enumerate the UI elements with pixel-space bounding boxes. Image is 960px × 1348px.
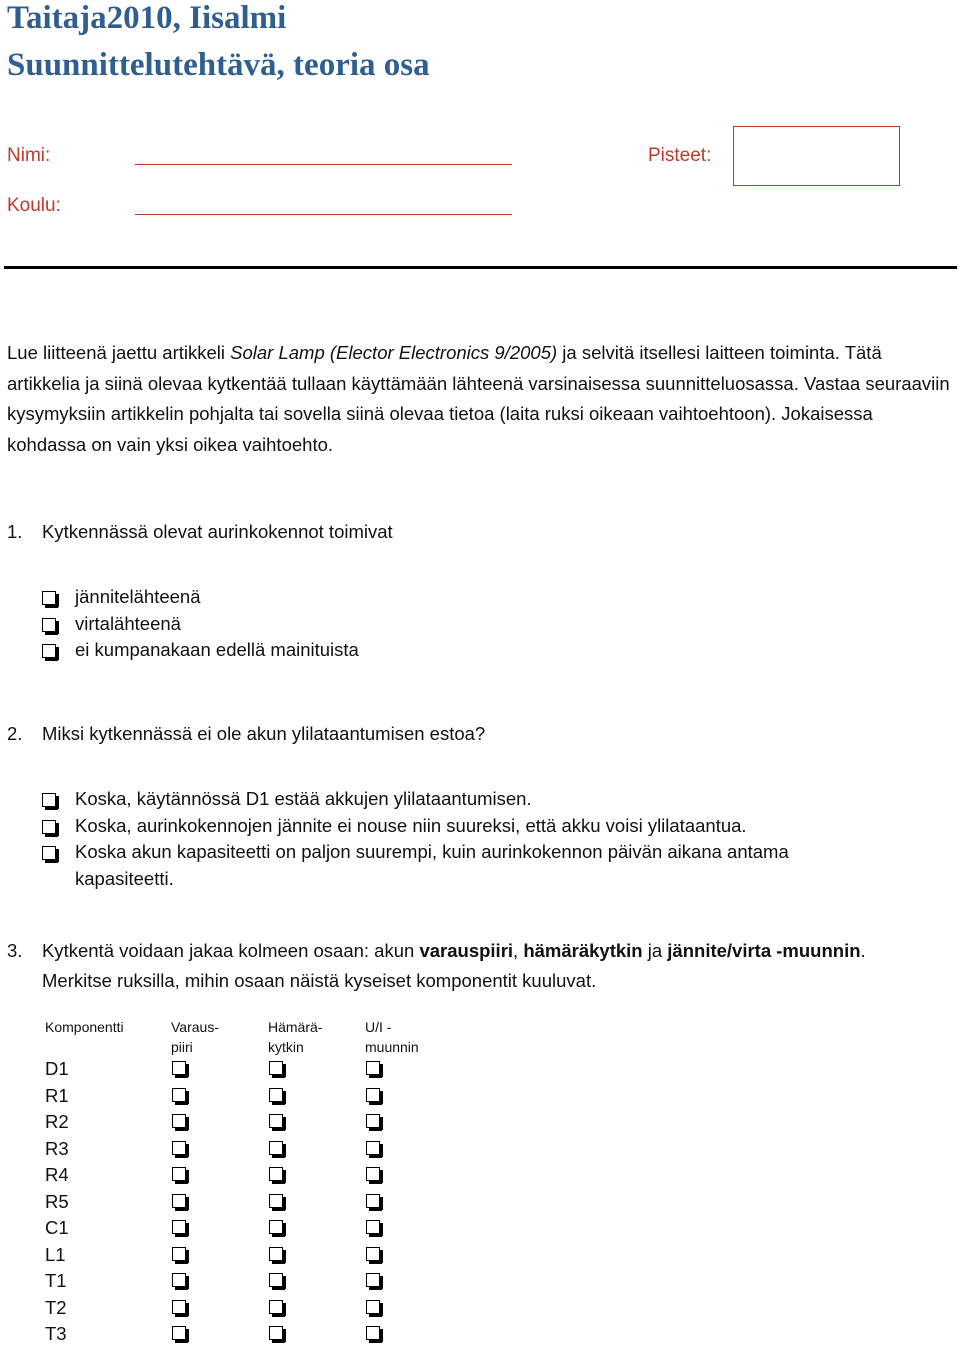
name-field[interactable] (135, 164, 512, 165)
table-row (45, 1162, 445, 1189)
component-label: R3 (45, 1137, 69, 1159)
dusk-switch-checkbox[interactable] (269, 1114, 283, 1128)
charging-checkbox[interactable] (172, 1088, 186, 1102)
table-row (45, 1189, 445, 1216)
school-label: Koulu: (7, 195, 61, 216)
checkbox[interactable] (42, 591, 56, 605)
component-label: R2 (45, 1111, 69, 1132)
dusk-switch-checkbox[interactable] (269, 1088, 283, 1102)
option-row[interactable]: Koska, käytännössä D1 estää akkujen ylilataantumisen. (42, 786, 902, 813)
question-2-options (42, 786, 902, 892)
dusk-switch-checkbox[interactable] (269, 1247, 283, 1261)
score-box[interactable] (733, 126, 900, 186)
article-reference: Solar Lamp (Elector Electronics 9/2005) (230, 342, 558, 363)
component-label: R4 (45, 1164, 69, 1185)
option-row[interactable]: jännitelähteenä (42, 584, 359, 611)
option-row[interactable]: Koska, aurinkokennojen jännite ei nouse niin suureksi, että akku voisi ylilataantua. (42, 813, 902, 840)
component-label: D1 (45, 1058, 69, 1079)
checkbox[interactable] (42, 618, 56, 632)
component-label: C1 (45, 1217, 69, 1238)
charging-checkbox[interactable] (172, 1220, 186, 1234)
question-3: 3. Kytkentä voidaan jakaa kolmeen osaan: akun varauspiiri, hämäräkytkin ja jännite/virta -muunnin. (7, 940, 866, 961)
dusk-switch-checkbox[interactable] (269, 1300, 283, 1314)
converter-checkbox[interactable] (366, 1061, 380, 1075)
dusk-switch-checkbox[interactable] (269, 1194, 283, 1208)
page-title: Taitaja2010, Iisalmi (7, 0, 287, 36)
converter-checkbox[interactable] (366, 1326, 380, 1340)
charging-checkbox[interactable] (172, 1061, 186, 1075)
table-header-converter: U/I - muunnin (365, 1019, 419, 1055)
option-row[interactable]: virtalähteenä (42, 611, 359, 638)
table-row (45, 1083, 445, 1110)
table-row (45, 1136, 445, 1163)
option-row[interactable]: Koska akun kapasiteetti on paljon suurempi, kuin aurinkokennon päivän aikana antama kapasiteetti. (42, 839, 902, 892)
charging-checkbox[interactable] (172, 1194, 186, 1208)
score-label: Pisteet: (648, 145, 712, 166)
checkbox[interactable] (42, 820, 56, 834)
charging-checkbox[interactable] (172, 1167, 186, 1181)
checkbox[interactable] (42, 644, 56, 658)
checkbox[interactable] (42, 846, 56, 860)
converter-checkbox[interactable] (366, 1167, 380, 1181)
converter-checkbox[interactable] (366, 1273, 380, 1287)
question-1: 1. Kytkennässä olevat aurinkokennot toimivat (7, 521, 393, 542)
table-row (45, 1242, 445, 1269)
table-row (45, 1109, 445, 1136)
table-row (45, 1268, 445, 1295)
intro-paragraph: Lue liitteenä jaettu artikkeli Solar Lamp (Elector Electronics 9/2005) ja selvitä itsellesi laitteen toiminta. Tätä artikkelia ja siinä olevaa kytkentää tullaan käyttämään lähteenä varsinaisessa suunnitteluosassa. Vastaa seuraaviin kysymyksiin artikkelin pohjalta tai sovella siinä olevaa tietoa (laita ruksi oikeaan vaihtoehtoon). Jokaisessa kohdassa on vain yksi oikea vaihtoehto. (7, 342, 950, 455)
table-row (45, 1321, 445, 1348)
table-row (45, 1215, 445, 1242)
table-header-charging: Varaus- piiri (171, 1019, 219, 1055)
converter-checkbox[interactable] (366, 1194, 380, 1208)
checkbox[interactable] (42, 793, 56, 807)
question-2: 2. Miksi kytkennässä ei ole akun ylilataantumisen estoa? (7, 723, 486, 744)
charging-checkbox[interactable] (172, 1326, 186, 1340)
converter-checkbox[interactable] (366, 1088, 380, 1102)
converter-checkbox[interactable] (366, 1247, 380, 1261)
question-1-options (42, 584, 359, 664)
charging-checkbox[interactable] (172, 1114, 186, 1128)
school-field[interactable] (135, 214, 512, 215)
separator-rule (4, 266, 957, 269)
dusk-switch-checkbox[interactable] (269, 1167, 283, 1181)
table-header-component: Komponentti (45, 1019, 124, 1035)
component-label: T1 (45, 1270, 67, 1291)
component-label: T3 (45, 1323, 67, 1344)
component-label: T2 (45, 1296, 67, 1318)
converter-checkbox[interactable] (366, 1300, 380, 1314)
converter-checkbox[interactable] (366, 1141, 380, 1155)
dusk-switch-checkbox[interactable] (269, 1061, 283, 1075)
table-header-dusk-switch: Hämärä- kytkin (268, 1019, 323, 1055)
converter-checkbox[interactable] (366, 1220, 380, 1234)
charging-checkbox[interactable] (172, 1273, 186, 1287)
component-label: L1 (45, 1243, 66, 1265)
dusk-switch-checkbox[interactable] (269, 1273, 283, 1287)
page-subtitle: Suunnittelutehtävä, teoria osa (7, 47, 430, 83)
component-label: R5 (45, 1190, 69, 1212)
question-3-instruction: Merkitse ruksilla, mihin osaan näistä kyseiset komponentit kuuluvat. (42, 970, 597, 991)
dusk-switch-checkbox[interactable] (269, 1141, 283, 1155)
name-label: Nimi: (7, 145, 51, 166)
converter-checkbox[interactable] (366, 1114, 380, 1128)
dusk-switch-checkbox[interactable] (269, 1326, 283, 1340)
table-row (45, 1295, 445, 1322)
charging-checkbox[interactable] (172, 1247, 186, 1261)
table-row (45, 1056, 445, 1083)
charging-checkbox[interactable] (172, 1141, 186, 1155)
charging-checkbox[interactable] (172, 1300, 186, 1314)
dusk-switch-checkbox[interactable] (269, 1220, 283, 1234)
component-label: R1 (45, 1084, 69, 1106)
option-row[interactable]: ei kumpanakaan edellä mainituista (42, 637, 359, 664)
